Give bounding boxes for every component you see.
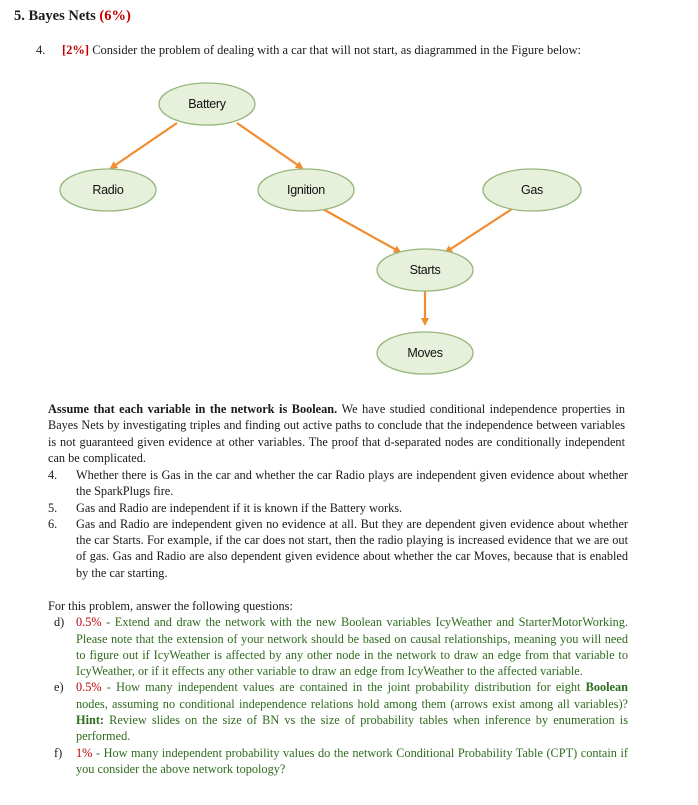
edge-battery-radio — [111, 123, 177, 168]
question-text: Consider the problem of dealing with a car that will not start, as diagrammed in the Figure below: — [92, 43, 581, 57]
questions-block — [48, 598, 628, 777]
statement-item: 4. Whether there is Gas in the car and whether the car Radio plays are independent given evidence about whether the SparkPlugs fire. — [48, 468, 628, 499]
section-number: 5. — [14, 8, 25, 24]
label-ignition: Ignition — [287, 183, 325, 197]
statement-item: 6. Gas and Radio are independent given no evidence at all. But they are dependent given evidence about whether the car Starts. For example, if the car does not start, then the radio playing is increased evidence that we are out of gas. Gas and Radio are also dependent given evidence about whether the car Moves, because that is enabled by the car starting. — [48, 516, 628, 580]
edge-ignition-starts — [321, 208, 400, 252]
statement-list — [48, 467, 628, 581]
label-moves: Moves — [407, 346, 443, 360]
label-radio: Radio — [92, 183, 124, 197]
assumption-paragraph — [48, 401, 625, 466]
label-gas: Gas — [520, 183, 544, 197]
question-number: 4. — [36, 43, 46, 57]
statement-item: 5. Gas and Radio are independent if it is known if the Battery works. — [48, 500, 403, 515]
question-item-f: f) 1% - How many independent probability values do the network Conditional Probability Table (CPT) contain if you consider the above network topology? — [54, 745, 628, 776]
assumption-bold: Assume that each variable in the network is Boolean. — [48, 402, 338, 416]
bayes-net-diagram — [0, 0, 698, 400]
question-item-e: e) 0.5% - How many independent values are contained in the joint probability distribution for eight Boolean nodes, assuming no conditional independence relations hold among them (arrows exist among all variables)? Hint: Review slides on the size of BN vs the size of probability tables when inference by enumeration is performed. — [54, 680, 628, 744]
label-starts: Starts — [409, 263, 441, 277]
section-percent: (6%) — [99, 8, 131, 24]
questions-intro: For this problem, answer the following questions: — [48, 599, 293, 613]
edge-battery-ignition — [237, 123, 302, 168]
section-name: Bayes Nets — [28, 8, 96, 24]
question-percent: [2%] — [62, 43, 90, 57]
questions-list — [48, 614, 628, 777]
assumption-text: We have studied conditional independence properties in Bayes Nets by investigating triples and finding out active paths to conclude that the independence between variables is not guaranteed given evidence at other variables. The proof that d-separated nodes are conditionally independent can be complicated. — [48, 402, 626, 465]
edge-gas-starts — [446, 209, 512, 252]
question-item-d: d) 0.5% - Extend and draw the network with the new Boolean variables IcyWeather and StarterMotorWorking. Please note that the extension of your network should be based on causal relationships, meaning you will need to figure out if IcyWeather is affected by any other node in the network to draw an edge from that variable to IcyWeather, or if it effects any other variable to draw an edge from IcyWeather to the affected variable. — [54, 615, 628, 679]
label-battery: Battery — [188, 97, 226, 111]
